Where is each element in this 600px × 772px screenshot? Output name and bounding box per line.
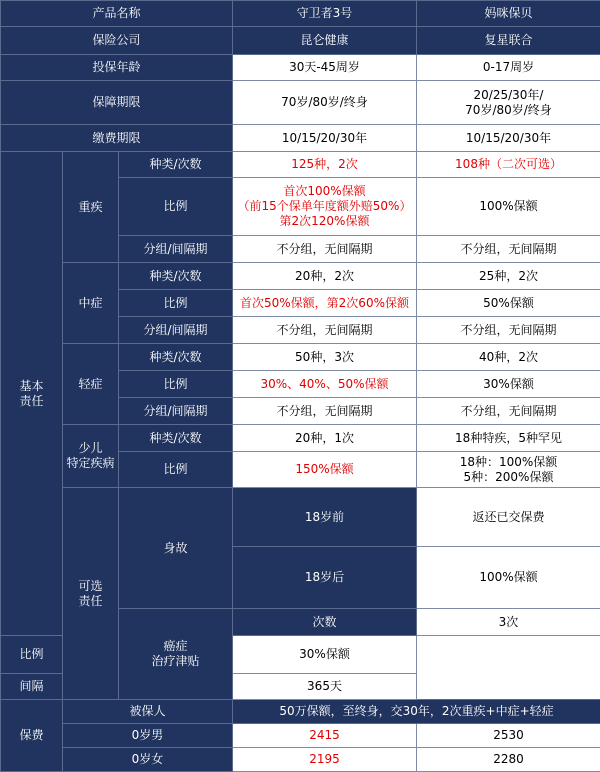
table-row	[1, 724, 600, 748]
text-line: 20/25/30年/	[474, 88, 544, 102]
text-line: 18种：100%保额	[460, 455, 558, 469]
premium-condition: 50万保额，至终身，交30年，2次重疾+中症+轻症	[233, 700, 600, 724]
table-row	[1, 488, 600, 547]
cell-b: 复星联合	[417, 27, 600, 55]
row-label: 分组/间隔期	[119, 317, 233, 344]
col-name-header: 产品名称	[1, 1, 233, 27]
row-label: 比例	[119, 371, 233, 398]
table-row	[1, 27, 600, 55]
premium-group-label: 保费	[1, 700, 63, 772]
cell-a: 不分组，无间隔期	[233, 236, 417, 263]
cell-b: 40种，2次	[417, 344, 600, 371]
cell-b: 108种（二次可选）	[417, 152, 600, 178]
text-line: 70岁/80岁/终身	[465, 103, 552, 117]
row-label: 0岁女	[63, 748, 233, 772]
row-label: 比例	[119, 290, 233, 317]
text-line: 特定疾病	[66, 456, 114, 470]
death-benefit-label: 身故	[119, 488, 233, 609]
cell-a: 返还已交保费	[417, 488, 600, 547]
text-line: 责任	[19, 394, 43, 408]
row-label: 被保人	[63, 700, 233, 724]
basic-liability-group-label	[1, 152, 63, 636]
cell-b: 50%保额	[417, 290, 600, 317]
row-label: 种类/次数	[119, 344, 233, 371]
cell-b: 18种特疾，5种罕见	[417, 425, 600, 452]
cell-b: 2530	[417, 724, 600, 748]
cell-a: 20种，2次	[233, 263, 417, 290]
table-row	[1, 81, 600, 125]
row-label: 次数	[233, 609, 417, 636]
cell-a	[233, 178, 417, 236]
cell-b	[417, 81, 600, 125]
product-a-header: 守卫者3号	[233, 1, 417, 27]
cell-a: 2195	[233, 748, 417, 772]
text-line: 责任	[78, 594, 102, 608]
cancer-allowance-label	[119, 609, 233, 700]
cell-a: 365天	[233, 674, 417, 700]
row-label: 投保年龄	[1, 55, 233, 81]
row-label: 保险公司	[1, 27, 233, 55]
product-b-header: 妈咪保贝	[417, 1, 600, 27]
cell-b	[417, 452, 600, 488]
table-row	[1, 55, 600, 81]
cell-a: 首次50%保额，第2次60%保额	[233, 290, 417, 317]
row-label: 分组/间隔期	[119, 236, 233, 263]
cell-b: 不分组，无间隔期	[417, 398, 600, 425]
table-row	[1, 425, 600, 452]
cell-a: 3次	[417, 609, 600, 636]
table-row	[1, 125, 600, 152]
cell-b: 不分组，无间隔期	[417, 236, 600, 263]
mild-illness-label: 轻症	[63, 344, 119, 425]
row-label: 0岁男	[63, 724, 233, 748]
table-row	[1, 700, 600, 724]
table-row	[1, 344, 600, 371]
text-line: 首次100%保额	[283, 184, 365, 198]
row-label: 缴费期限	[1, 125, 233, 152]
row-label: 间隔	[1, 674, 63, 700]
table-row	[1, 263, 600, 290]
cell-b: 100%保额	[417, 178, 600, 236]
text-line: 第2次120%保额	[280, 214, 370, 228]
cell-b: 25种，2次	[417, 263, 600, 290]
row-label: 种类/次数	[119, 152, 233, 178]
table-row	[1, 748, 600, 772]
text-line: 癌症	[163, 639, 187, 653]
text-line: 可选	[78, 579, 102, 593]
cell-a: 30%保额	[233, 636, 417, 674]
row-label: 保障期限	[1, 81, 233, 125]
cell-a: 不分组，无间隔期	[233, 317, 417, 344]
cell-a: 2415	[233, 724, 417, 748]
cell-a: 20种，1次	[233, 425, 417, 452]
row-label: 分组/间隔期	[119, 398, 233, 425]
moderate-illness-label: 中症	[63, 263, 119, 344]
cell-a: 昆仑健康	[233, 27, 417, 55]
row-label: 种类/次数	[119, 263, 233, 290]
critical-illness-label: 重疾	[63, 152, 119, 263]
cell-b: 不分组，无间隔期	[417, 317, 600, 344]
cell-b: 10/15/20/30年	[417, 125, 600, 152]
optional-liability-group-label	[63, 488, 119, 700]
cell-a: 125种，2次	[233, 152, 417, 178]
cell-a: 100%保额	[417, 547, 600, 609]
cell-b: 0-17周岁	[417, 55, 600, 81]
cell-a: 30天-45周岁	[233, 55, 417, 81]
row-label: 种类/次数	[119, 425, 233, 452]
cell-a: 30%、40%、50%保额	[233, 371, 417, 398]
text-line: （前15个保单年度额外赔50%）	[238, 199, 412, 213]
cell-a: 150%保额	[233, 452, 417, 488]
text-line: 少儿	[78, 441, 102, 455]
row-label: 比例	[119, 452, 233, 488]
row-label: 比例	[119, 178, 233, 236]
cell-b: 2280	[417, 748, 600, 772]
text-line: 5种：200%保额	[464, 470, 554, 484]
cell-a: 10/15/20/30年	[233, 125, 417, 152]
row-label: 比例	[1, 636, 63, 674]
cell-b: 30%保额	[417, 371, 600, 398]
cell-a: 70岁/80岁/终身	[233, 81, 417, 125]
cell-a: 不分组，无间隔期	[233, 398, 417, 425]
header-row	[1, 1, 600, 27]
row-label: 18岁前	[233, 488, 417, 547]
table-row	[1, 152, 600, 178]
cell-a: 50种，3次	[233, 344, 417, 371]
child-illness-label	[63, 425, 119, 488]
row-label: 18岁后	[233, 547, 417, 609]
text-line: 基本	[19, 379, 43, 393]
text-line: 治疗津贴	[151, 654, 199, 668]
